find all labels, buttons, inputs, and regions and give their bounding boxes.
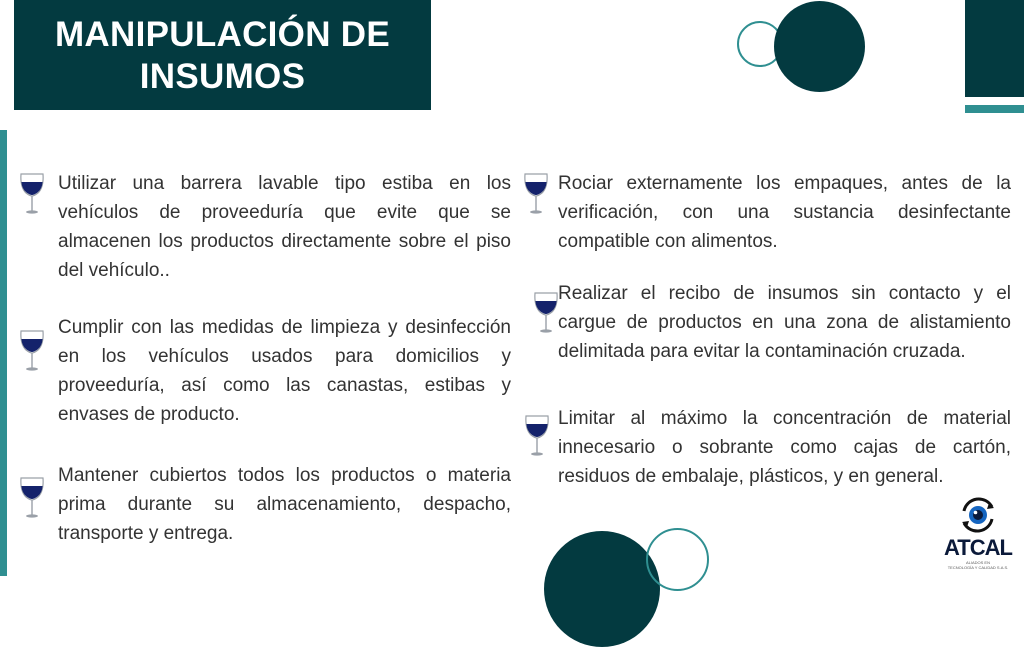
left-accent-bar — [0, 130, 7, 576]
top-right-block — [965, 0, 1024, 97]
atcal-eye-icon — [958, 497, 998, 533]
atcal-logo — [943, 497, 1013, 573]
page-title-line-1: MANIPULACIÓN DE — [54, 15, 391, 54]
page-title — [14, 14, 431, 98]
title-banner — [14, 0, 431, 110]
logo-tagline — [943, 560, 1013, 570]
right-item-2-text: Realizar el recibo de insumos sin contacto y el cargue de productos en una zona de alistamiento delimitada para evitar la contaminación cruzada. — [558, 283, 1011, 362]
wine-glass-icon — [19, 171, 45, 215]
right-item-3-text: Limitar al máximo la concentración de material innecesario o sobrante como cajas de cartón, residuos de embalaje, plásticos, y en general. — [558, 408, 1011, 487]
wine-glass-icon — [523, 171, 549, 215]
wine-glass-icon — [533, 290, 559, 334]
left-item-1-text: Utilizar una barrera lavable tipo estiba en los vehículos de proveeduría que evite que se almacenen los productos directamente sobre el piso del vehículo.. — [58, 173, 511, 281]
top-right-strip — [965, 105, 1024, 113]
page-title-line-2: INSUMOS — [139, 57, 306, 96]
logo-tagline-2: TECNOLOGÍA Y CALIDAD S.A.S. — [947, 565, 1009, 570]
filled-circle-bottom — [544, 531, 660, 647]
logo-name: ATCAL — [944, 535, 1012, 560]
left-item-3-text: Mantener cubiertos todos los productos o materia prima durante su almacenamiento, despacho, transporte y entrega. — [58, 465, 511, 544]
right-item-1-text: Rociar externamente los empaques, antes de la verificación, con una sustancia desinfectante compatible con alimentos. — [558, 173, 1011, 252]
left-item-2-text: Cumplir con las medidas de limpieza y desinfección en los vehículos usados para domicilios y proveeduría, así como las canastas, estibas y envases de producto. — [58, 317, 511, 425]
outline-circle-bottom — [646, 528, 709, 591]
filled-circle-top — [774, 1, 865, 92]
wine-glass-icon — [19, 328, 45, 372]
wine-glass-icon — [524, 413, 550, 457]
wine-glass-icon — [19, 475, 45, 519]
logo-tagline-1: ALIADOS EN — [965, 560, 990, 565]
